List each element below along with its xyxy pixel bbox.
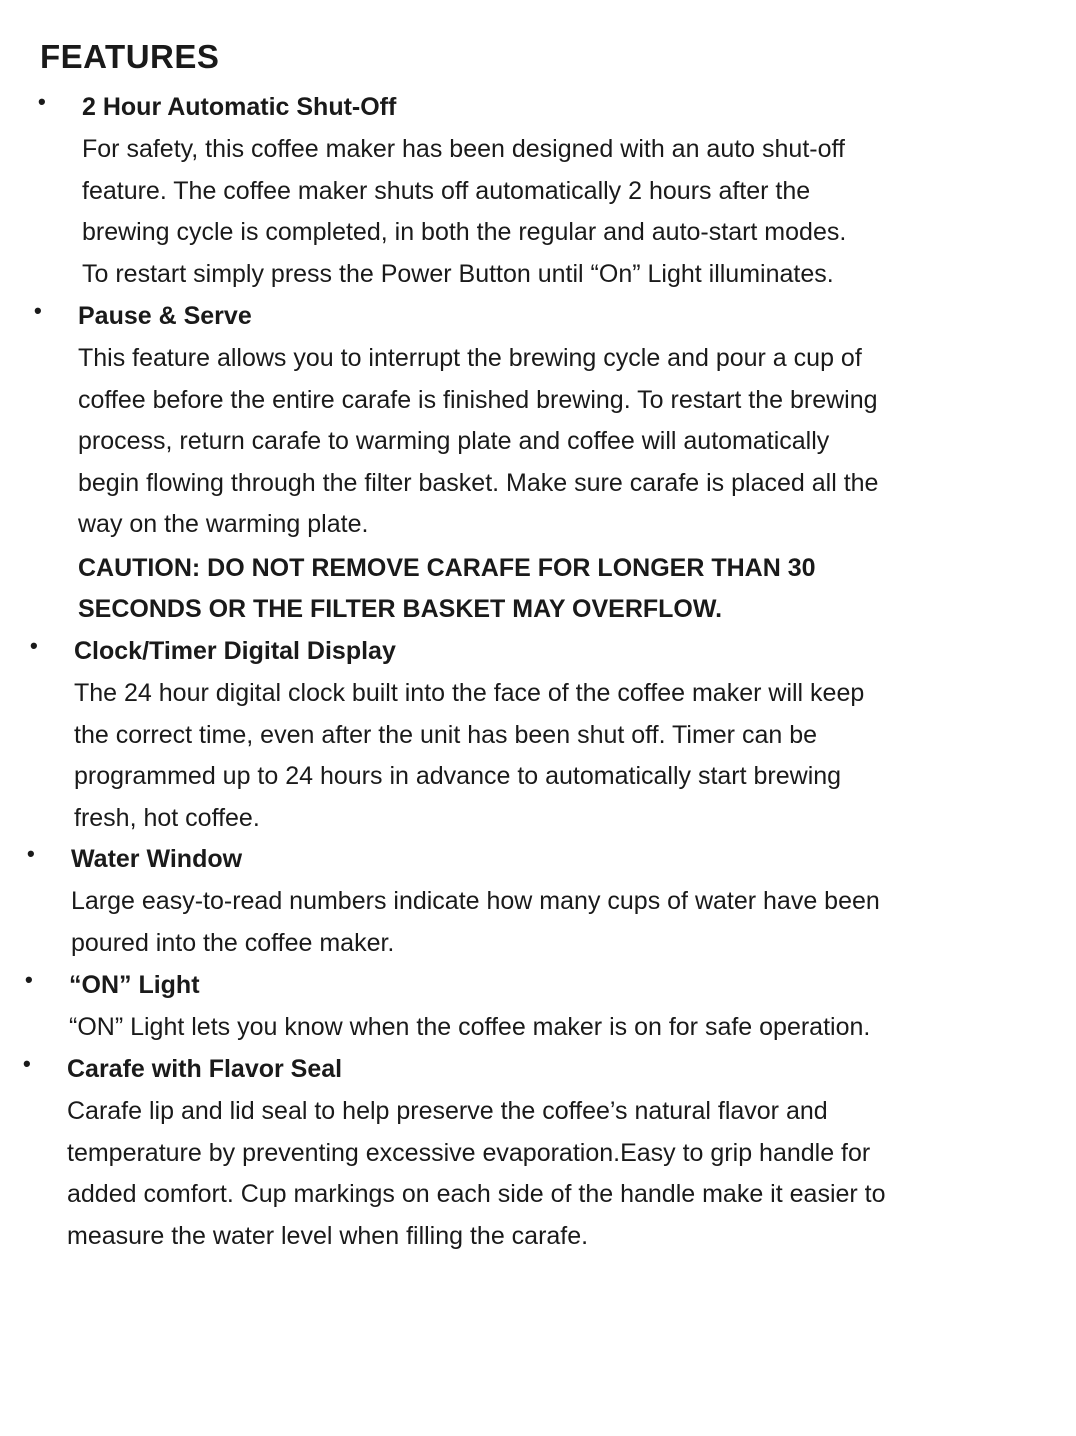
text-line: process, return carafe to warming plate and coffee will automatically	[78, 427, 830, 455]
feature-heading: “ON” Light	[69, 971, 200, 999]
text-line: The 24 hour digital clock built into the face of the coffee maker will keep	[74, 679, 865, 707]
feature-clock-timer	[30, 631, 865, 839]
text-line: measure the water level when filling the carafe.	[67, 1221, 589, 1250]
feature-heading: Carafe with Flavor Seal	[67, 1055, 343, 1083]
feature-on-light	[25, 965, 871, 1049]
text-line: coffee before the entire carafe is finished brewing. To restart the brewing	[78, 385, 878, 414]
text-line: programmed up to 24 hours in advance to automatically start brewing	[74, 762, 842, 790]
feature-description	[67, 1091, 886, 1257]
text-line: Large easy-to-read numbers indicate how many cups of water have been	[71, 887, 880, 915]
feature-heading: Clock/Timer Digital Display	[74, 637, 396, 665]
text-line: temperature by preventing excessive evaporation.Easy to grip handle for	[67, 1138, 871, 1167]
text-line: Carafe lip and lid seal to help preserve the coffee’s natural flavor and	[67, 1097, 828, 1125]
bullet: •	[23, 1051, 31, 1076]
text-line: way on the warming plate.	[78, 510, 369, 538]
bullet: •	[38, 89, 46, 114]
bullet: •	[25, 967, 33, 992]
text-line: the correct time, even after the unit has been shut off. Timer can be	[74, 720, 818, 749]
caution-line: SECONDS OR THE FILTER BASKET MAY OVERFLOW.	[78, 594, 723, 623]
feature-description	[71, 881, 880, 964]
text-line: To restart simply press the Power Button until “On” Light illuminates.	[82, 259, 834, 288]
text-line: feature. The coffee maker shuts off automatically 2 hours after the	[82, 176, 811, 205]
text-line: poured into the coffee maker.	[71, 928, 395, 957]
text-line: added comfort. Cup markings on each side of the handle make it easier to	[67, 1180, 886, 1208]
feature-auto-shutoff	[38, 87, 847, 295]
feature-pause-serve	[34, 296, 879, 630]
text-line: fresh, hot coffee.	[74, 803, 260, 832]
feature-description	[82, 129, 846, 295]
feature-description	[69, 1007, 870, 1049]
text-line: begin flowing through the filter basket. Make sure carafe is placed all the	[78, 468, 879, 497]
text-line: brewing cycle is completed, in both the regular and auto-start modes.	[82, 218, 847, 246]
bullet: •	[27, 841, 35, 866]
feature-description	[74, 673, 864, 839]
text-line: “ON” Light lets you know when the coffee maker is on for safe operation.	[69, 1013, 871, 1041]
feature-carafe-flavor-seal	[23, 1049, 886, 1257]
page-title: FEATURES	[40, 38, 220, 75]
feature-heading: Pause & Serve	[78, 302, 252, 330]
feature-water-window	[27, 839, 880, 964]
bullet: •	[34, 298, 42, 323]
caution-notice	[78, 548, 878, 630]
caution-line: CAUTION: DO NOT REMOVE CARAFE FOR LONGER THAN 30	[78, 553, 816, 582]
text-line: This feature allows you to interrupt the brewing cycle and pour a cup of	[78, 344, 862, 372]
bullet: •	[30, 633, 38, 658]
feature-description	[78, 338, 878, 546]
text-line: For safety, this coffee maker has been designed with an auto shut-off	[82, 135, 845, 163]
feature-heading: 2 Hour Automatic Shut-Off	[82, 93, 397, 121]
feature-heading: Water Window	[71, 845, 243, 873]
